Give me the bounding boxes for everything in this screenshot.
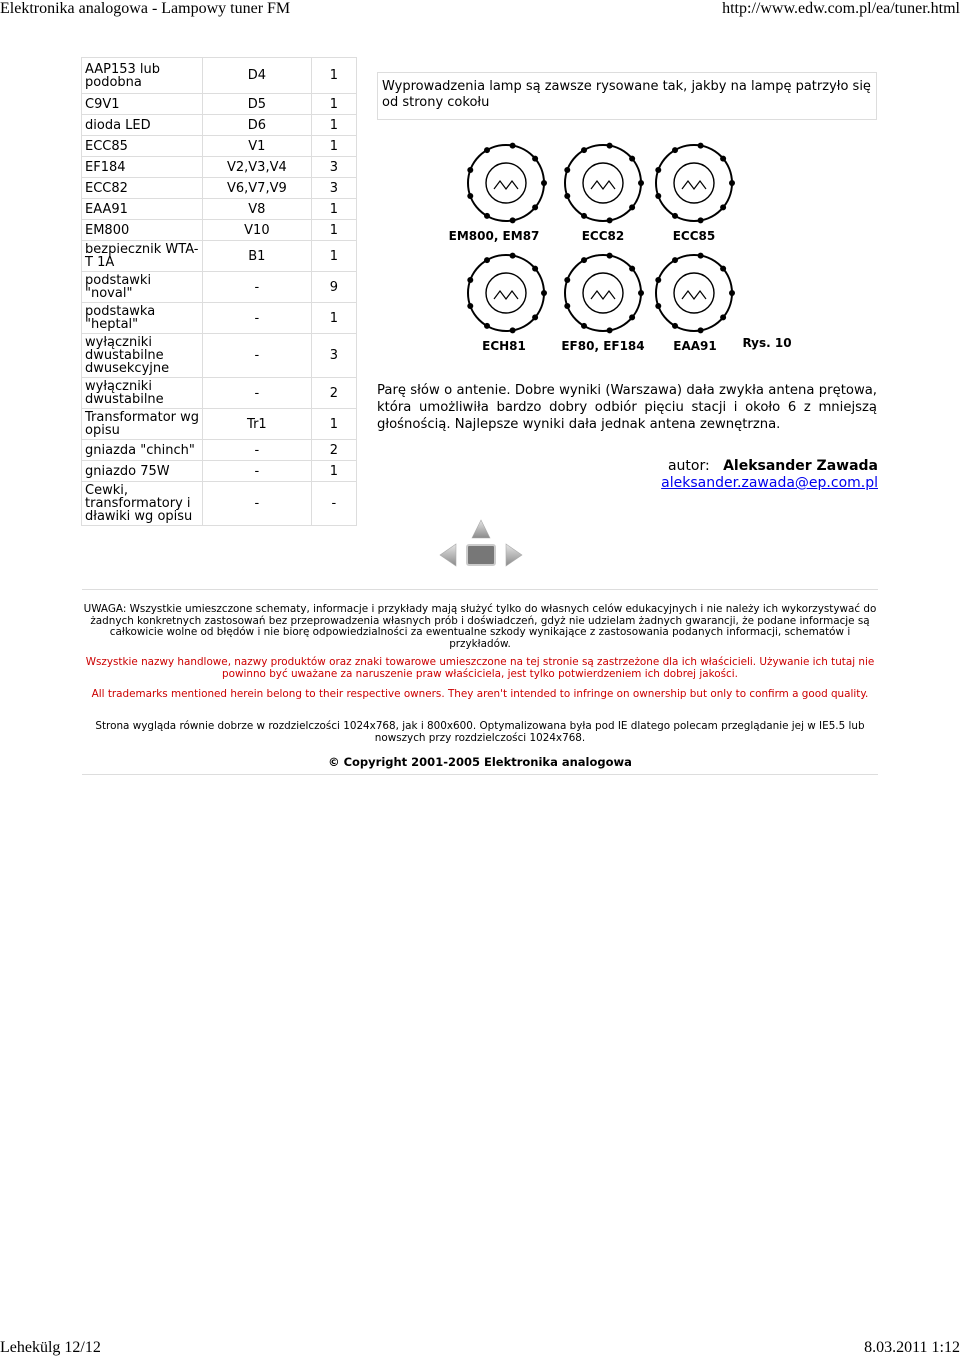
figure-label: EAA91: [673, 339, 717, 353]
part-name-cell: Cewki, transformatory i dławiki wg opisu: [82, 482, 203, 526]
part-qty-cell: 1: [311, 94, 356, 115]
tube-pinout-figure: [448, 135, 802, 355]
table-row: [82, 241, 357, 272]
part-symbol-cell: V6,V7,V9: [203, 178, 312, 199]
part-qty-cell: 1: [311, 303, 356, 334]
part-name-cell: bezpiecznik WTA-T 1A: [82, 241, 203, 272]
part-qty-cell: 2: [311, 378, 356, 409]
part-symbol-cell: -: [203, 482, 312, 526]
figure-label: ECC82: [581, 229, 625, 243]
part-name-cell: EF184: [82, 157, 203, 178]
part-qty-cell: 1: [311, 241, 356, 272]
part-qty-cell: 1: [311, 461, 356, 482]
part-symbol-cell: -: [203, 378, 312, 409]
part-qty-cell: 1: [311, 409, 356, 440]
part-name-cell: C9V1: [82, 94, 203, 115]
part-qty-cell: 3: [311, 334, 356, 378]
part-symbol-cell: -: [203, 303, 312, 334]
part-name-cell: dioda LED: [82, 115, 203, 136]
figure-label: Rys. 10: [742, 336, 792, 350]
separator: [82, 774, 878, 775]
part-qty-cell: 1: [311, 115, 356, 136]
table-row: [82, 136, 357, 157]
table-row: [82, 178, 357, 199]
table-row: [82, 199, 357, 220]
table-row: [82, 58, 357, 94]
figure-label: EF80, EF184: [561, 339, 645, 353]
print-date: 8.03.2011 1:12: [864, 1339, 960, 1356]
parts-table: [81, 57, 357, 526]
header-url: http://www.edw.com.pl/ea/tuner.html: [722, 0, 960, 17]
tube-socket-drawing: [655, 143, 735, 224]
table-row: [82, 220, 357, 241]
part-symbol-cell: D4: [203, 58, 312, 94]
author-block: [661, 458, 878, 492]
pdf-header: [0, 0, 960, 20]
table-row: [82, 409, 357, 440]
table-row: [82, 334, 357, 378]
part-symbol-cell: D5: [203, 94, 312, 115]
part-symbol-cell: Tr1: [203, 409, 312, 440]
part-qty-cell: 1: [311, 136, 356, 157]
part-name-cell: wyłączniki dwustabilne dwusekcyjne: [82, 334, 203, 378]
part-qty-cell: 2: [311, 440, 356, 461]
tube-socket-drawing: [655, 253, 735, 334]
left-arrow-icon[interactable]: [440, 544, 456, 566]
part-name-cell: ECC85: [82, 136, 203, 157]
table-row: [82, 378, 357, 409]
table-row: [82, 272, 357, 303]
part-symbol-cell: V8: [203, 199, 312, 220]
part-qty-cell: 3: [311, 178, 356, 199]
resolution-note: Strona wygląda równie dobrze w rozdzielczości 1024x768, jak i 800x600. Optymalizowana była pod IE dlatego polecam przeglądanie jej w IE5.5 lub nowszych przy rozdzielczości 1024x768.: [95, 720, 865, 744]
part-name-cell: wyłączniki dwustabilne: [82, 378, 203, 409]
part-qty-cell: -: [311, 482, 356, 526]
table-row: [82, 461, 357, 482]
trademarks-pl: Wszystkie nazwy handlowe, nazwy produktów oraz znaki towarowe umieszczone na tej stronie są zastrzeżone dla ich właścicieli. Używanie ich tutaj nie powinno być uważane za naruszenie praw właściciela, jest tylko potwierdzeniem ich dobrej jakości.: [85, 656, 875, 680]
author-name: Aleksander Zawada: [723, 458, 878, 474]
tube-socket-drawing: [467, 143, 547, 224]
part-symbol-cell: V1: [203, 136, 312, 157]
part-symbol-cell: V10: [203, 220, 312, 241]
home-icon[interactable]: [467, 545, 495, 565]
part-symbol-cell: -: [203, 334, 312, 378]
figure-label: ECH81: [482, 339, 526, 353]
table-row: [82, 115, 357, 136]
part-name-cell: gniazda "chinch": [82, 440, 203, 461]
copyright: © Copyright 2001-2005 Elektronika analogowa: [328, 755, 632, 769]
part-name-cell: EM800: [82, 220, 203, 241]
part-symbol-cell: B1: [203, 241, 312, 272]
antenna-paragraph: Parę słów o antenie. Dobre wyniki (Warszawa) dała zwykła antena prętowa, która umożliwiła bardzo dobry odbiór pięciu stacji i około 6 z mniejszą głośnością. Najlepsze wyniki dała jednak antena zewnętrzna.: [377, 383, 877, 432]
table-row: [82, 94, 357, 115]
right-arrow-icon[interactable]: [506, 544, 522, 566]
part-symbol-cell: D6: [203, 115, 312, 136]
tube-socket-drawing: [564, 253, 644, 334]
figure-label: ECC85: [672, 229, 716, 243]
part-qty-cell: 9: [311, 272, 356, 303]
part-name-cell: podstawki "noval": [82, 272, 203, 303]
table-row: [82, 440, 357, 461]
part-qty-cell: 1: [311, 58, 356, 94]
tube-socket-drawing: [467, 253, 547, 334]
part-qty-cell: 1: [311, 220, 356, 241]
disclaimer: UWAGA: Wszystkie umieszczone schematy, informacje i przykłady mają służyć tylko do własnych celów edukacyjnych i nie należy ich wykorzystywać do żadnych konkretnych zastosowań bez przeprowadzenia własnych prób i doświadczeń, gdyż nie udzielam żadnych gwarancji, że podane informacje są całkowicie wolne od błędów i nie biorę odpowiedzialności za ewentualne szkody wynikające z zastosowania podanych informacji, schematów i przykładów.: [83, 603, 877, 650]
up-arrow-icon[interactable]: [472, 520, 490, 538]
separator: [82, 589, 878, 590]
author-prefix: autor:: [667, 458, 710, 474]
part-symbol-cell: -: [203, 461, 312, 482]
pdf-footer: [0, 1339, 960, 1358]
part-symbol-cell: -: [203, 272, 312, 303]
table-row: [82, 482, 357, 526]
part-name-cell: Transformator wg opisu: [82, 409, 203, 440]
table-row: [82, 157, 357, 178]
trademarks-en: All trademarks mentioned herein belong to their respective owners. They aren't intended to infringe on ownership but only to confirm a good quality.: [91, 688, 869, 700]
part-symbol-cell: V2,V3,V4: [203, 157, 312, 178]
tube-socket-drawing: [564, 143, 644, 224]
figure-label: EM800, EM87: [448, 229, 540, 243]
navigation-arrows: [438, 518, 524, 570]
part-name-cell: EAA91: [82, 199, 203, 220]
author-email-link[interactable]: aleksander.zawada@ep.com.pl: [661, 475, 878, 491]
part-symbol-cell: -: [203, 440, 312, 461]
part-qty-cell: 1: [311, 199, 356, 220]
pinout-note: Wyprowadzenia lamp są zawsze rysowane tak, jakby na lampę patrzyło się od strony cokołu: [377, 72, 877, 120]
part-qty-cell: 3: [311, 157, 356, 178]
table-row: [82, 303, 357, 334]
part-name-cell: gniazdo 75W: [82, 461, 203, 482]
part-name-cell: ECC82: [82, 178, 203, 199]
part-name-cell: podstawka "heptal": [82, 303, 203, 334]
part-name-cell: AAP153 lub podobna: [82, 58, 203, 94]
header-title: Elektronika analogowa - Lampowy tuner FM: [0, 0, 291, 17]
page-number: Lehekülg 12/12: [0, 1339, 101, 1356]
